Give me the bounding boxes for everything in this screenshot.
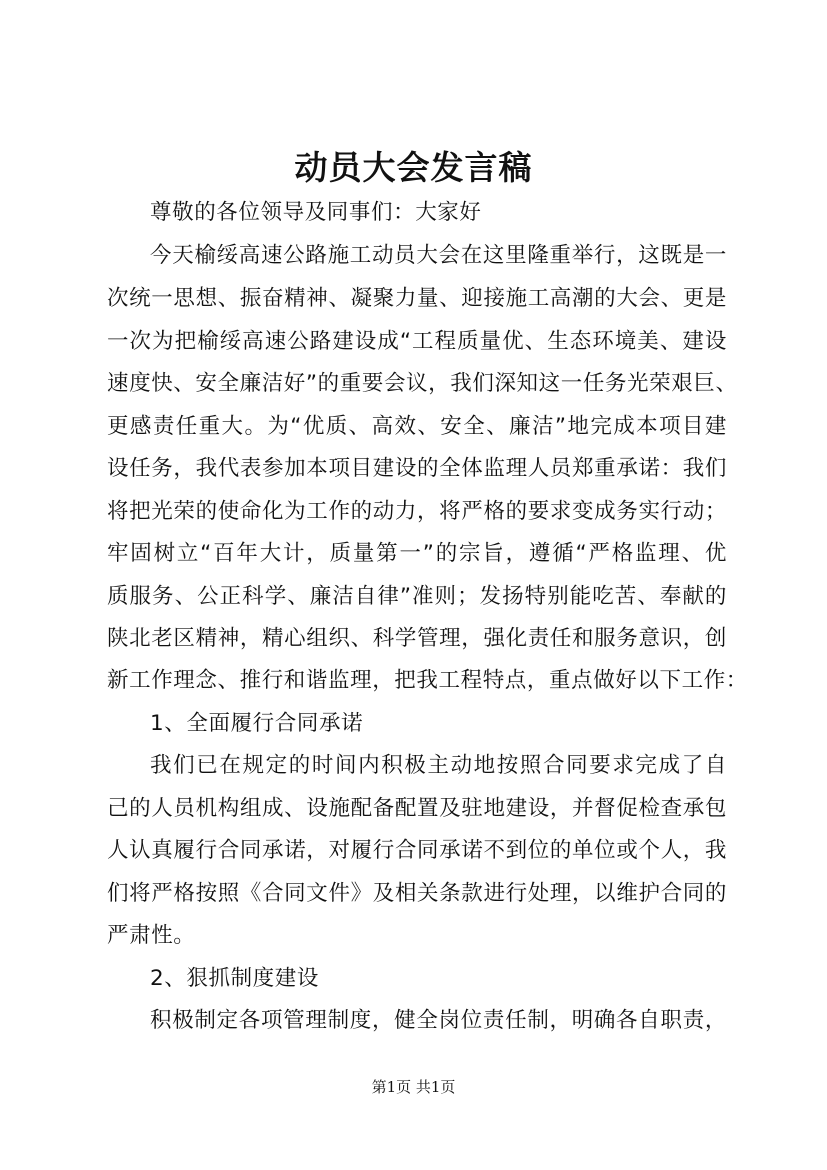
body-line: 次统一思想、振奋精神、凝聚力量、迎接施工高潮的大会、更是 [107, 286, 727, 311]
page-number: 第1页 共1页 [371, 1078, 456, 1096]
body-line: 更感责任重大。为“优质、高效、安全、廉洁”地完成本项目建 [107, 414, 727, 439]
body-line: 己的人员机构组成、设施配备配置及驻地建设，并督促检查承包 [107, 796, 727, 821]
body-line: 严肃性。 [107, 923, 196, 948]
body-line: 新工作理念、推行和谐监理，把我工程特点，重点做好以下工作： [107, 668, 748, 693]
body-line: 们将严格按照《合同文件》及相关条款进行处理，以维护合同的 [107, 881, 727, 906]
body-line: 人认真履行合同承诺，对履行合同承诺不到位的单位或个人，我 [107, 838, 727, 863]
body-line: 将把光荣的使命化为工作的动力，将严格的要求变成务实行动； [107, 499, 727, 524]
body-line: 设任务，我代表参加本项目建设的全体监理人员郑重承诺：我们 [107, 456, 727, 481]
body-line: 我们已在规定的时间内积极主动地按照合同要求完成了自 [150, 753, 727, 778]
salutation-line: 尊敬的各位领导及同事们：大家好 [150, 200, 482, 225]
body-line: 牢固树立“百年大计，质量第一”的宗旨，遵循“严格监理、优 [107, 541, 727, 566]
body-line: 速度快、安全廉洁好”的重要会议，我们深知这一任务光荣艰巨、 [107, 371, 738, 396]
section-heading: 2、狠抓制度建设 [150, 966, 319, 991]
body-line: 陕北老区精神，精心组织、科学管理，强化责任和服务意识，创 [107, 626, 727, 651]
body-line: 质服务、公正科学、廉洁自律”准则；发扬特别能吃苦、奉献的 [107, 584, 727, 609]
body-line: 积极制定各项管理制度，健全岗位责任制，明确各自职责， [150, 1008, 727, 1033]
body-line: 今天榆绥高速公路施工动员大会在这里隆重举行，这既是一 [150, 243, 727, 268]
section-heading: 1、全面履行合同承诺 [150, 711, 364, 736]
body-line: 一次为把榆绥高速公路建设成“工程质量优、生态环境美、建设 [107, 329, 727, 354]
document-title: 动员大会发言稿 [294, 148, 533, 187]
